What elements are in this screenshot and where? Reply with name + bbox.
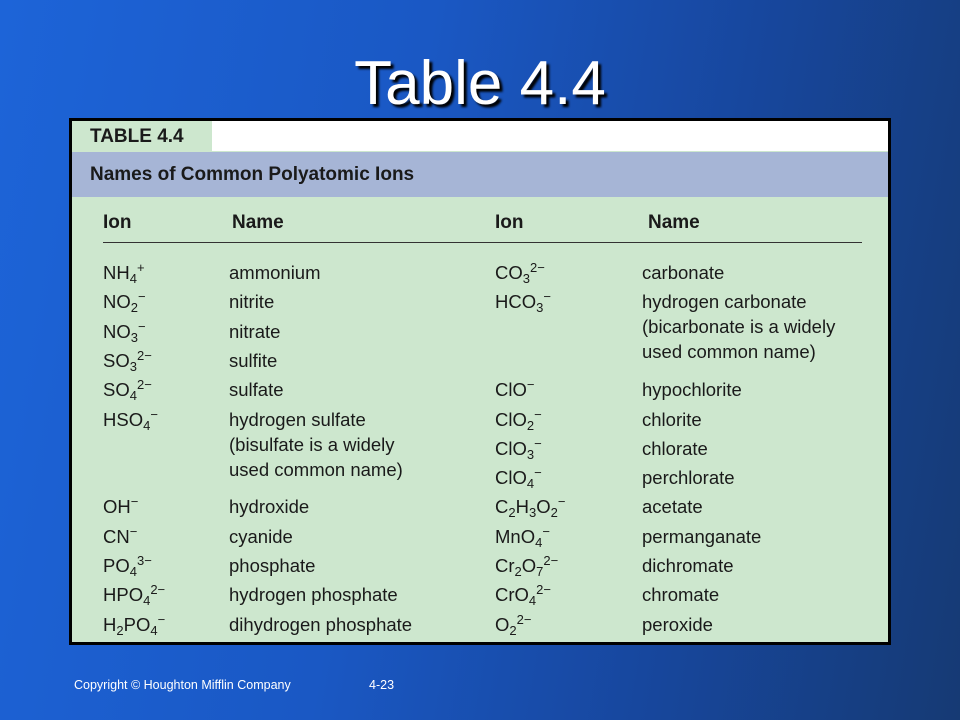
top-strip <box>212 121 888 151</box>
ion-name-right: peroxide <box>642 613 713 635</box>
ion-name-right: hydrogen carbonate <box>642 291 807 313</box>
ion-table <box>69 118 891 645</box>
slide-title: Table 4.4 <box>354 49 606 118</box>
ion-name-right: carbonate <box>642 262 725 283</box>
ion-name-left: dihydrogen phosphate <box>229 613 413 635</box>
header-name-right: Name <box>648 212 700 233</box>
ion-formula-right: $O_2^{2-}$ <box>495 611 532 638</box>
ion-formula-right: $Cr_2O_7^{2-}$ <box>495 553 559 579</box>
ion-formula-right: CrO$_4^{2-}$ <box>495 582 551 609</box>
ion-formula-left: $SO_3^{2-}$ <box>103 347 152 374</box>
ion-formula-left: OH− <box>103 494 139 518</box>
ion-name-left: nitrate <box>229 320 281 342</box>
ion-name-right: perchlorate <box>642 467 735 489</box>
ion-name-right: chlorate <box>642 437 708 459</box>
ion-name-right: used common name) <box>642 341 816 363</box>
ion-name-right: chromate <box>642 584 720 606</box>
table-caption: Names of Common Polyatomic Ions <box>90 164 415 185</box>
ion-name-right: permanganate <box>642 525 762 547</box>
ion-formula-left: $PO_4^{3-}$ <box>103 553 152 579</box>
ion-formula-right: ClO$_3$− <box>495 435 542 462</box>
ion-name-left: ammonium <box>229 262 321 283</box>
ion-formula-left: $NO_3^-$ <box>103 318 146 345</box>
ion-formula-right: $CO_3^{2-}$ <box>495 260 545 286</box>
ion-formula-left: $HSO_4^-$ <box>103 406 158 433</box>
page-number: 4-23 <box>369 678 395 692</box>
ion-name-left: hydrogen phosphate <box>229 584 398 606</box>
ion-formula-left: CN− <box>103 523 138 547</box>
ion-formula-right: MnO$_4$− <box>495 523 550 550</box>
copyright-text: Copyright © Houghton Mifflin Company <box>74 678 291 692</box>
table-body <box>72 121 888 642</box>
ion-name-right: (bicarbonate is a widely <box>642 316 836 338</box>
ion-formula-right: $C_2H_3O_2^-$ <box>495 494 566 521</box>
ion-name-right: acetate <box>642 496 703 518</box>
ion-formula-left: $NH_4^+$ <box>103 260 145 286</box>
ion-name-left: hydrogen sulfate <box>229 408 366 430</box>
header-ion-left: Ion <box>103 212 132 233</box>
ion-name-left: nitrite <box>229 291 275 313</box>
header-name-left: Name <box>232 212 284 233</box>
ion-formula-left: $H_2PO_4^-$ <box>103 611 166 638</box>
ion-name-left: hydroxide <box>229 496 310 518</box>
caption-band <box>72 152 888 197</box>
ion-name-left: sulfate <box>229 379 284 401</box>
ion-formula-right: ClO$_2$− <box>495 406 542 433</box>
ion-name-left: phosphate <box>229 555 316 576</box>
ion-formula-right: $HCO_3^-$ <box>495 289 551 316</box>
ion-name-left: sulfite <box>229 349 278 371</box>
ion-name-left: (bisulfate is a widely <box>229 433 395 455</box>
header-divider <box>103 242 862 243</box>
ion-formula-left: $NO_2^-$ <box>103 289 146 316</box>
ion-name-right: dichromate <box>642 555 734 576</box>
ion-name-right: chlorite <box>642 408 702 430</box>
ion-formula-right: ClO− <box>495 377 535 401</box>
ion-name-left: used common name) <box>229 458 403 480</box>
ion-formula-left: $HPO_4^{2-}$ <box>103 582 166 609</box>
ion-name-right: hypochlorite <box>642 379 742 401</box>
ion-formula-right: ClO$_4$− <box>495 465 542 492</box>
ion-formula-left: $SO_4^{2-}$ <box>103 377 152 404</box>
ion-name-left: cyanide <box>229 525 293 547</box>
table-label: TABLE 4.4 <box>72 121 212 152</box>
header-ion-right: Ion <box>495 212 524 233</box>
